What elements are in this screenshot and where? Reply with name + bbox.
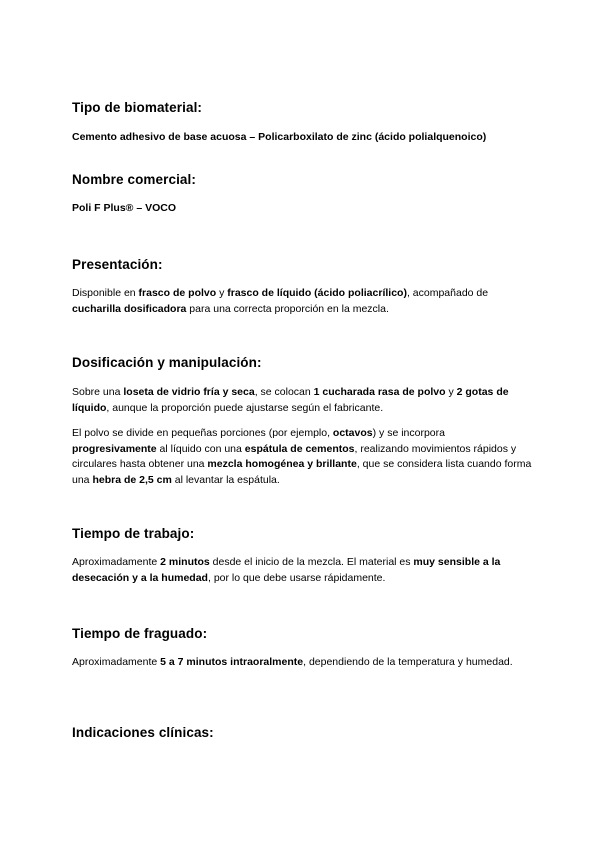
tiempo-fraguado-paragraph: Aproximadamente 5 a 7 minutos intraoralmente, dependiendo de la temperatura y humedad. xyxy=(72,656,513,668)
heading-indicaciones-clinicas: Indicaciones clínicas: xyxy=(72,725,214,740)
heading-nombre-comercial: Nombre comercial: xyxy=(72,172,196,187)
heading-presentacion: Presentación: xyxy=(72,257,163,272)
heading-dosificacion: Dosificación y manipulación: xyxy=(72,355,262,370)
dosificacion-paragraph-1: Sobre una loseta de vidrio fría y seca, se colocan 1 cucharada rasa de polvo y 2 gotas de líquido, aunque la proporción puede ajustarse según el fabricante. xyxy=(72,386,509,414)
heading-tiempo-fraguado: Tiempo de fraguado: xyxy=(72,626,208,641)
nombre-comercial-value: Poli F Plus® – VOCO xyxy=(72,202,177,214)
heading-tiempo-trabajo: Tiempo de trabajo: xyxy=(72,526,195,541)
tiempo-trabajo-paragraph: Aproximadamente 2 minutos desde el inicio de la mezcla. El material es muy sensible a la desecación y a la humedad, por lo que debe usarse rápidamente. xyxy=(72,556,501,584)
dosificacion-paragraph-2: El polvo se divide en pequeñas porciones (por ejemplo, octavos) y se incorpora progresivamente al líquido con una espátula de cementos, realizando movimientos rápidos y circulares hasta obtener una mezcla homogénea y brillante, que se considera lista cuando forma una hebra de 2,5 cm al levantar la espátula. xyxy=(72,427,532,486)
presentacion-paragraph: Disponible en frasco de polvo y frasco de líquido (ácido poliacrílico), acompañado de cucharilla dosificadora para una correcta proporción en la mezcla. xyxy=(72,287,489,315)
tipo-biomaterial-value: Cemento adhesivo de base acuosa – Policarboxilato de zinc (ácido polialquenoico) xyxy=(72,131,487,143)
heading-tipo-biomaterial: Tipo de biomaterial: xyxy=(72,100,203,115)
